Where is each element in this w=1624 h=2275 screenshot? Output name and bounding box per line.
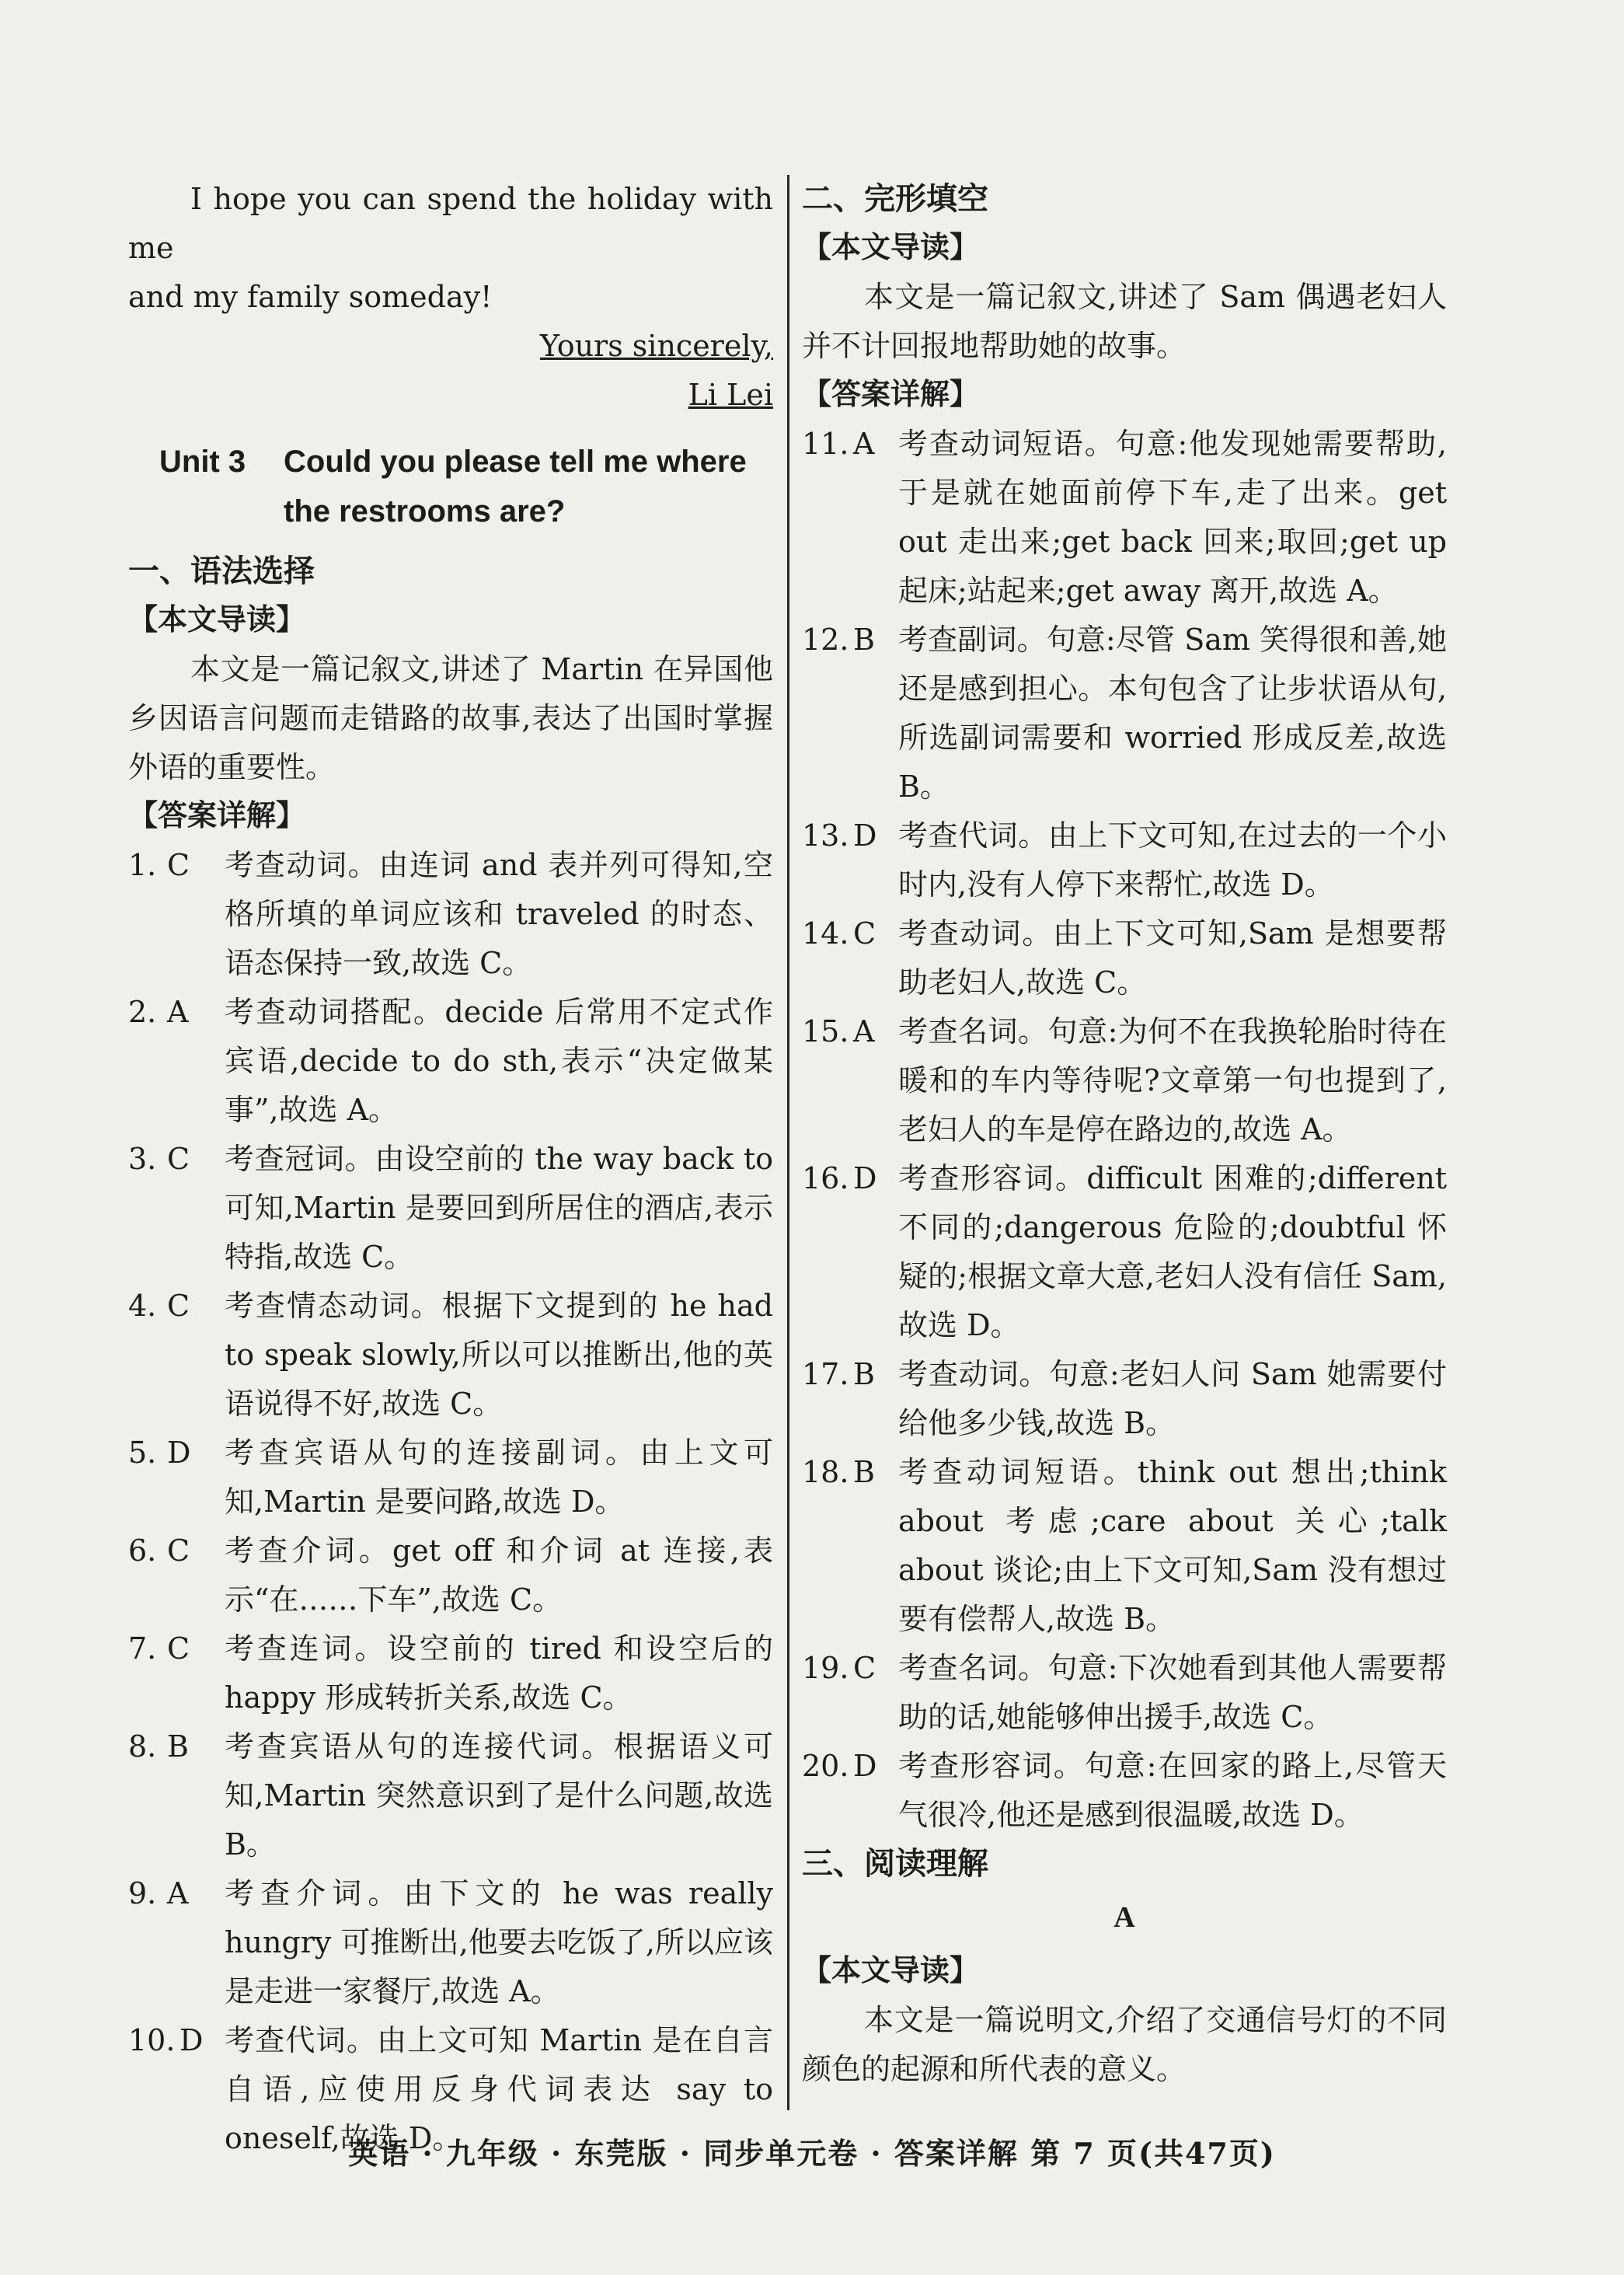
letter-line: and my family someday! <box>128 280 493 314</box>
answer-item: 19. C 考查名词。句意:下次她看到其他人需要帮助的话,她能够伸出援手,故选 C。 <box>802 1651 1447 1734</box>
answer-item: 4. C 考查情态动词。根据下文提到的 he had to speak slowly,所以可以推断出,他的英语说得不好,故选 C。 <box>128 1289 773 1421</box>
answer-item: 9. A 考查介词。由下文的 he was really hungry 可推断出,他要去吃饭了,所以应该是走进一家餐厅,故选 A。 <box>128 1876 773 2008</box>
unit-title <box>159 437 773 536</box>
column-divider <box>787 175 789 2110</box>
answer-label: 【答案详解】 <box>802 379 980 411</box>
letter-line: I hope you can spend the holiday with me <box>128 182 773 265</box>
section-heading: 一、语法选择 <box>128 554 315 588</box>
answer-item: 8. B 考查宾语从句的连接代词。根据语义可知,Martin 突然意识到了是什么问题,故选 B。 <box>128 1729 773 1862</box>
answer-item: 12. B 考查副词。句意:尽管 Sam 笑得很和善,她还是感到担心。本句包含了让步状语从句,所选副词需要和 worried 形成反差,故选 B。 <box>802 623 1447 804</box>
letter-closing: Yours sincerely, <box>539 329 773 363</box>
passage-label: A <box>1113 1901 1135 1934</box>
guide-text: 本文是一篇记叙文,讲述了 Sam 偶遇老妇人并不计回报地帮助她的故事。 <box>802 280 1447 363</box>
guide-label: 【本文导读】 <box>128 604 306 637</box>
answer-item: 11. A 考查动词短语。句意:他发现她需要帮助,于是就在她面前停下车,走了出来。get out 走出来;get back 回来;取回;get up 起床;站起来;get away 离开,故选 A。 <box>802 427 1447 608</box>
answer-item: 13. D 考查代词。由上下文可知,在过去的一个小时内,没有人停下来帮忙,故选 D。 <box>802 818 1447 902</box>
guide-text: 本文是一篇说明文,介绍了交通信号灯的不同颜色的起源和所代表的意义。 <box>802 2003 1447 2086</box>
answer-item: 5. D 考查宾语从句的连接副词。由上文可知,Martin 是要问路,故选 D。 <box>128 1436 773 1519</box>
answer-item: 14. C 考查动词。由上下文可知,Sam 是想要帮助老妇人,故选 C。 <box>802 916 1447 1000</box>
right-column <box>802 175 1447 2094</box>
answer-item: 10. D 考查代词。由上文可知 Martin 是在自言自语,应使用反身代词表达 say to oneself,故选 D。 <box>128 2023 773 2155</box>
answer-item: 3. C 考查冠词。由设空前的 the way back to 可知,Martin 是要回到所居住的酒店,表示特指,故选 C。 <box>128 1142 773 1274</box>
answer-item: 18. B 考查动词短语。think out 想出;think about 考虑;care about 关心;talk about 谈论;由上下文可知,Sam 没有想过要有偿帮人,故选 B。 <box>802 1455 1447 1636</box>
page-footer: 英语 · 九年级 · 东莞版 · 同步单元卷 · 答案详解 第 7 页(共47页) <box>348 2136 1276 2171</box>
answer-item: 20. D 考查形容词。句意:在回家的路上,尽管天气很冷,他还是感到很温暖,故选 D。 <box>802 1749 1447 1832</box>
section-heading: 二、完形填空 <box>802 182 988 216</box>
guide-text: 本文是一篇记叙文,讲述了 Martin 在异国他乡因语言问题而走错路的故事,表达了出国时掌握外语的重要性。 <box>128 652 773 784</box>
answer-item: 7. C 考查连词。设空前的 tired 和设空后的 happy 形成转折关系,故选 C。 <box>128 1631 773 1715</box>
answer-item: 17. B 考查动词。句意:老妇人问 Sam 她需要付给他多少钱,故选 B。 <box>802 1357 1447 1440</box>
unit-number: Unit 3 <box>159 445 246 479</box>
letter-signature: Li Lei <box>688 378 773 412</box>
answer-item: 15. A 考查名词。句意:为何不在我换轮胎时待在暖和的车内等待呢?文章第一句也提到了,老妇人的车是停在路边的,故选 A。 <box>802 1014 1447 1146</box>
unit-title-text: Could you please tell me where the restrooms are? <box>284 445 747 529</box>
answer-item: 6. C 考查介词。get off 和介词 at 连接,表示“在……下车”,故选 C。 <box>128 1534 773 1617</box>
left-column <box>128 175 773 2163</box>
answer-list <box>128 841 773 2163</box>
answer-label: 【答案详解】 <box>128 800 306 832</box>
guide-label: 【本文导读】 <box>802 232 980 264</box>
answer-item: 2. A 考查动词搭配。decide 后常用不定式作宾语,decide to do sth,表示“决定做某事”,故选 A。 <box>128 995 773 1127</box>
answer-item: 16. D 考查形容词。difficult 困难的;different 不同的;dangerous 危险的;doubtful 怀疑的;根据文章大意,老妇人没有信任 Sam,故选 D。 <box>802 1161 1447 1342</box>
answer-list <box>802 420 1447 1840</box>
answer-item: 1. C 考查动词。由连词 and 表并列可得知,空格所填的单词应该和 traveled 的时态、语态保持一致,故选 C。 <box>128 848 773 980</box>
section-heading: 三、阅读理解 <box>802 1847 988 1881</box>
guide-label: 【本文导读】 <box>802 1955 980 1987</box>
